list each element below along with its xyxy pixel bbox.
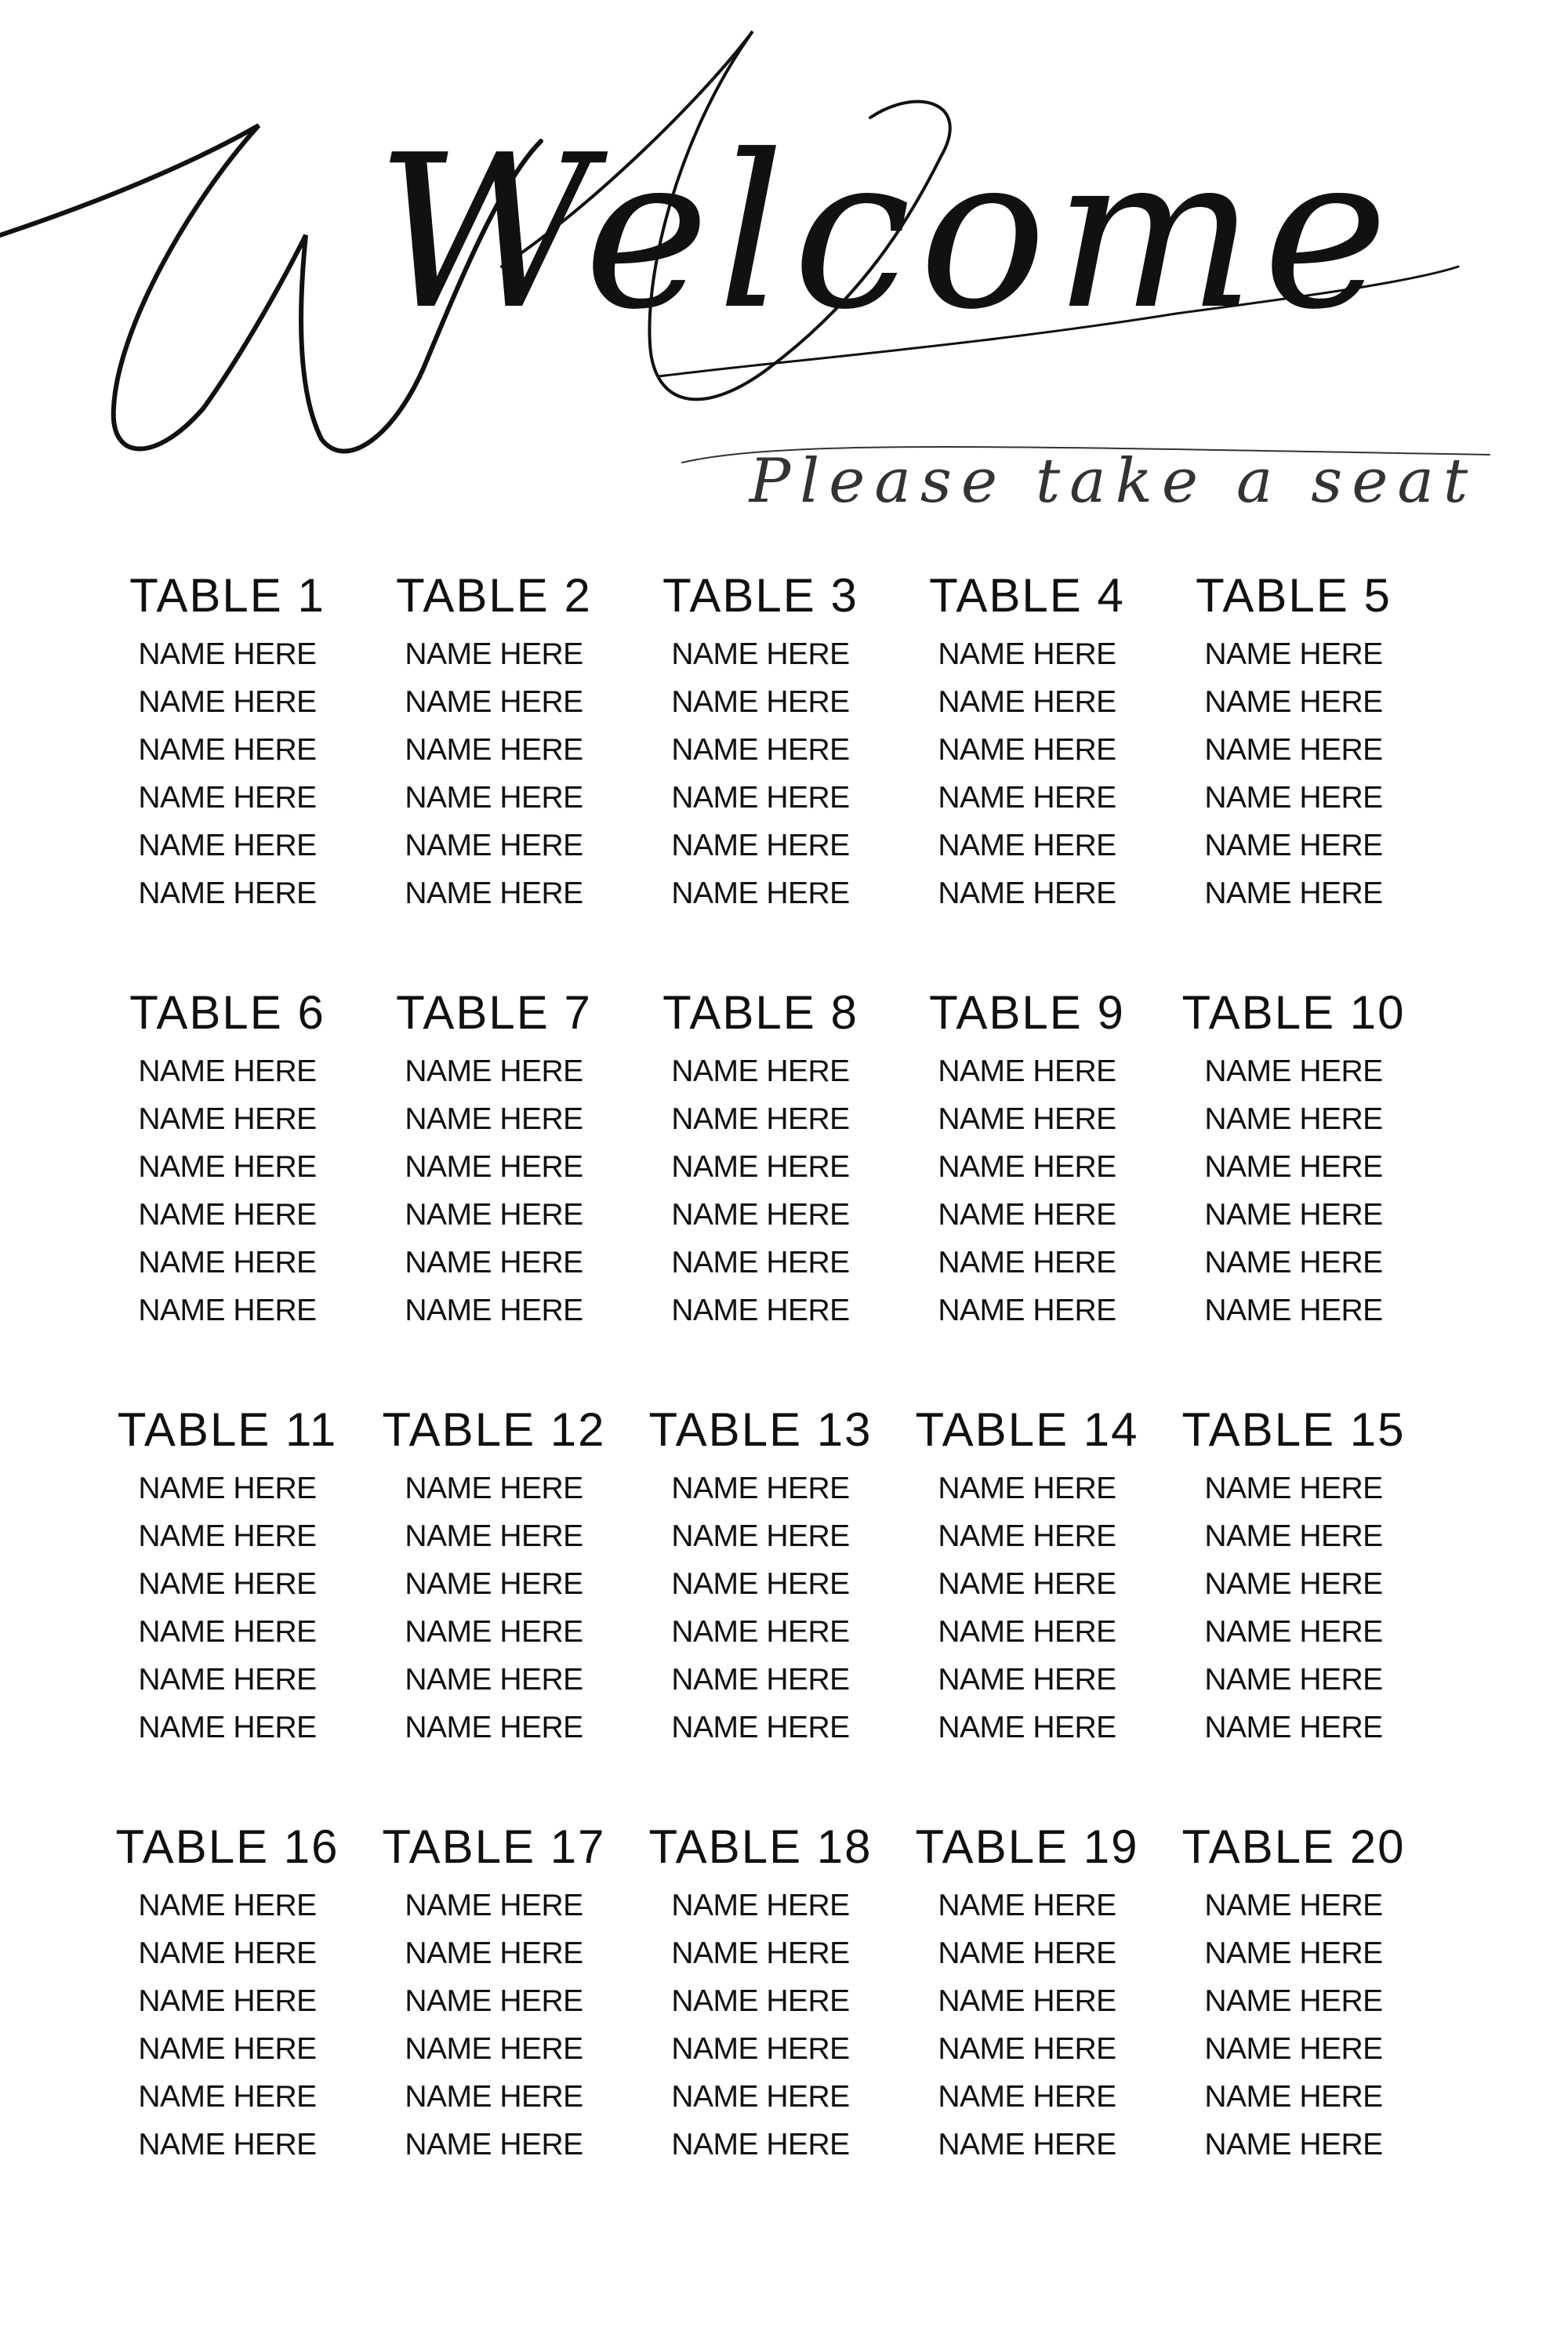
guest-name: NAME HERE: [1204, 1663, 1383, 1697]
guest-name: NAME HERE: [938, 1936, 1116, 1970]
guest-name: NAME HERE: [671, 1663, 850, 1697]
table-block: [361, 1399, 627, 1816]
guest-name: NAME HERE: [938, 2080, 1116, 2114]
guest-name: NAME HERE: [938, 2032, 1116, 2066]
table-block: [1160, 982, 1427, 1399]
guest-name: NAME HERE: [1204, 1472, 1383, 1505]
guest-name: NAME HERE: [938, 877, 1116, 910]
table-block: [627, 982, 894, 1399]
table-block: [94, 982, 361, 1399]
guest-name: NAME HERE: [405, 2080, 583, 2114]
guest-name: NAME HERE: [405, 1198, 583, 1232]
guest-name: NAME HERE: [138, 1519, 317, 1553]
table-block: [94, 564, 361, 982]
guest-name: NAME HERE: [405, 1102, 583, 1136]
table-heading: TABLE 5: [1196, 569, 1392, 622]
guest-name: NAME HERE: [938, 1711, 1116, 1744]
guest-name: NAME HERE: [405, 1984, 583, 2018]
guest-name: NAME HERE: [671, 1150, 850, 1184]
guest-name-list: [1160, 1047, 1427, 1334]
guest-name: NAME HERE: [671, 2128, 850, 2161]
guest-name: NAME HERE: [138, 2080, 317, 2114]
table-heading: TABLE 13: [648, 1403, 873, 1456]
guest-name: NAME HERE: [1204, 1567, 1383, 1601]
guest-name: NAME HERE: [405, 1150, 583, 1184]
guest-name: NAME HERE: [671, 637, 850, 671]
guest-name: NAME HERE: [1204, 733, 1383, 767]
table-heading: TABLE 10: [1181, 986, 1406, 1039]
guest-name: NAME HERE: [671, 877, 850, 910]
table-heading: TABLE 7: [396, 986, 592, 1039]
guest-name: NAME HERE: [671, 1294, 850, 1327]
guest-name: NAME HERE: [405, 1567, 583, 1601]
guest-name: NAME HERE: [138, 733, 317, 767]
guest-name-list: [894, 1465, 1160, 1751]
guest-name: NAME HERE: [138, 1102, 317, 1136]
guest-name: NAME HERE: [405, 1294, 583, 1327]
table-heading: TABLE 9: [929, 986, 1125, 1039]
guest-name: NAME HERE: [405, 1936, 583, 1970]
table-heading: TABLE 11: [117, 1403, 338, 1456]
guest-name: NAME HERE: [1204, 637, 1383, 671]
table-block: [627, 1816, 894, 2233]
guest-name-list: [627, 1465, 894, 1751]
guest-name: NAME HERE: [938, 829, 1116, 862]
guest-name: NAME HERE: [938, 1294, 1116, 1327]
guest-name: NAME HERE: [1204, 1198, 1383, 1232]
guest-name: NAME HERE: [405, 781, 583, 815]
guest-name-list: [94, 1047, 361, 1334]
guest-name: NAME HERE: [938, 637, 1116, 671]
guest-name: NAME HERE: [1204, 1984, 1383, 2018]
guest-name: NAME HERE: [671, 781, 850, 815]
guest-name: NAME HERE: [138, 1472, 317, 1505]
guest-name-list: [894, 1047, 1160, 1334]
guest-name: NAME HERE: [671, 1567, 850, 1601]
guest-name: NAME HERE: [938, 1054, 1116, 1088]
guest-name-list: [1160, 630, 1427, 917]
table-heading: TABLE 15: [1181, 1403, 1406, 1456]
guest-name: NAME HERE: [938, 1246, 1116, 1279]
guest-name: NAME HERE: [138, 1246, 317, 1279]
guest-name: NAME HERE: [1204, 877, 1383, 910]
guest-name: NAME HERE: [405, 877, 583, 910]
welcome-header: [0, 0, 1568, 564]
guest-name-list: [361, 630, 627, 917]
guest-name: NAME HERE: [938, 1198, 1116, 1232]
guest-name: NAME HERE: [138, 1054, 317, 1088]
guest-name: NAME HERE: [671, 1102, 850, 1136]
table-heading: TABLE 17: [382, 1820, 606, 1873]
guest-name: NAME HERE: [138, 1198, 317, 1232]
guest-name: NAME HERE: [138, 1294, 317, 1327]
guest-name: NAME HERE: [938, 1889, 1116, 1922]
guest-name: NAME HERE: [405, 2128, 583, 2161]
guest-name: NAME HERE: [671, 2080, 850, 2114]
guest-name: NAME HERE: [405, 1472, 583, 1505]
table-block: [894, 1399, 1160, 1816]
guest-name: NAME HERE: [938, 2128, 1116, 2161]
table-heading: TABLE 16: [115, 1820, 339, 1873]
guest-name: NAME HERE: [938, 1472, 1116, 1505]
guest-name: NAME HERE: [138, 685, 317, 719]
guest-name: NAME HERE: [1204, 781, 1383, 815]
guest-name: NAME HERE: [671, 733, 850, 767]
guest-name: NAME HERE: [138, 637, 317, 671]
guest-name: NAME HERE: [138, 1889, 317, 1922]
guest-name: NAME HERE: [671, 2032, 850, 2066]
table-heading: TABLE 20: [1181, 1820, 1406, 1873]
table-block: [361, 1816, 627, 2233]
guest-name: NAME HERE: [405, 1615, 583, 1649]
guest-name: NAME HERE: [1204, 1711, 1383, 1744]
guest-name: NAME HERE: [938, 781, 1116, 815]
table-heading: TABLE 6: [129, 986, 325, 1039]
guest-name-list: [894, 1882, 1160, 2169]
guest-name: NAME HERE: [1204, 2080, 1383, 2114]
guest-name-list: [1160, 1882, 1427, 2169]
guest-name: NAME HERE: [671, 1472, 850, 1505]
guest-name: NAME HERE: [671, 1246, 850, 1279]
guest-name: NAME HERE: [671, 1054, 850, 1088]
guest-name-list: [94, 630, 361, 917]
guest-name: NAME HERE: [138, 1663, 317, 1697]
guest-name: NAME HERE: [938, 1663, 1116, 1697]
guest-name: NAME HERE: [938, 733, 1116, 767]
guest-name: NAME HERE: [138, 2128, 317, 2161]
guest-name: NAME HERE: [1204, 1102, 1383, 1136]
guest-name: NAME HERE: [1204, 1246, 1383, 1279]
guest-name: NAME HERE: [138, 829, 317, 862]
guest-name: NAME HERE: [671, 1936, 850, 1970]
guest-name: NAME HERE: [138, 877, 317, 910]
guest-name: NAME HERE: [405, 733, 583, 767]
guest-name: NAME HERE: [938, 685, 1116, 719]
guest-name: NAME HERE: [1204, 1294, 1383, 1327]
guest-name: NAME HERE: [1204, 1936, 1383, 1970]
guest-name: NAME HERE: [938, 1567, 1116, 1601]
guest-name: NAME HERE: [405, 685, 583, 719]
guest-name-list: [894, 630, 1160, 917]
guest-name: NAME HERE: [938, 1102, 1116, 1136]
guest-name: NAME HERE: [138, 1711, 317, 1744]
table-heading: TABLE 14: [915, 1403, 1139, 1456]
guest-name: NAME HERE: [405, 2032, 583, 2066]
guest-name: NAME HERE: [1204, 1615, 1383, 1649]
guest-name: NAME HERE: [1204, 685, 1383, 719]
guest-name: NAME HERE: [671, 1711, 850, 1744]
guest-name: NAME HERE: [938, 1519, 1116, 1553]
guest-name: NAME HERE: [671, 1198, 850, 1232]
guest-name: NAME HERE: [405, 1054, 583, 1088]
guest-name-list: [1160, 1465, 1427, 1751]
guest-name: NAME HERE: [405, 1663, 583, 1697]
guest-name: NAME HERE: [671, 1519, 850, 1553]
table-block: [1160, 564, 1427, 982]
guest-name-list: [361, 1047, 627, 1334]
table-heading: TABLE 3: [662, 569, 858, 622]
guest-name: NAME HERE: [405, 1711, 583, 1744]
table-heading: TABLE 4: [929, 569, 1125, 622]
table-heading: TABLE 18: [648, 1820, 873, 1873]
table-heading: TABLE 12: [382, 1403, 606, 1456]
guest-name: NAME HERE: [671, 1889, 850, 1922]
guest-name: NAME HERE: [138, 1615, 317, 1649]
guest-name: NAME HERE: [671, 1615, 850, 1649]
guest-name: NAME HERE: [138, 1150, 317, 1184]
seating-chart: [94, 564, 1427, 2233]
guest-name: NAME HERE: [1204, 2128, 1383, 2161]
guest-name-list: [94, 1882, 361, 2169]
guest-name: NAME HERE: [1204, 2032, 1383, 2066]
guest-name: NAME HERE: [138, 1984, 317, 2018]
guest-name: NAME HERE: [138, 1936, 317, 1970]
guest-name: NAME HERE: [671, 685, 850, 719]
table-heading: TABLE 8: [662, 986, 858, 1039]
guest-name-list: [94, 1465, 361, 1751]
guest-name-list: [627, 1047, 894, 1334]
guest-name: NAME HERE: [138, 1567, 317, 1601]
guest-name: NAME HERE: [138, 2032, 317, 2066]
guest-name: NAME HERE: [938, 1150, 1116, 1184]
guest-name: NAME HERE: [405, 1519, 583, 1553]
guest-name-list: [627, 1882, 894, 2169]
table-block: [1160, 1399, 1427, 1816]
table-block: [94, 1399, 361, 1816]
guest-name: NAME HERE: [405, 1246, 583, 1279]
guest-name-list: [361, 1882, 627, 2169]
table-heading: TABLE 19: [915, 1820, 1139, 1873]
welcome-subtitle: Please take a seat: [749, 446, 1478, 517]
guest-name: NAME HERE: [671, 829, 850, 862]
table-block: [894, 1816, 1160, 2233]
guest-name: NAME HERE: [405, 829, 583, 862]
guest-name: NAME HERE: [1204, 829, 1383, 862]
guest-name: NAME HERE: [938, 1984, 1116, 2018]
table-block: [1160, 1816, 1427, 2233]
guest-name-list: [361, 1465, 627, 1751]
table-block: [361, 982, 627, 1399]
table-heading: TABLE 1: [129, 569, 325, 622]
guest-name: NAME HERE: [138, 781, 317, 815]
table-block: [627, 1399, 894, 1816]
table-block: [894, 982, 1160, 1399]
table-block: [627, 564, 894, 982]
guest-name: NAME HERE: [1204, 1150, 1383, 1184]
guest-name: NAME HERE: [671, 1984, 850, 2018]
guest-name: NAME HERE: [1204, 1519, 1383, 1553]
table-block: [361, 564, 627, 982]
guest-name: NAME HERE: [405, 637, 583, 671]
table-heading: TABLE 2: [396, 569, 592, 622]
guest-name: NAME HERE: [1204, 1054, 1383, 1088]
guest-name: NAME HERE: [1204, 1889, 1383, 1922]
guest-name-list: [627, 630, 894, 917]
welcome-title: Welcome: [376, 109, 1396, 356]
table-block: [894, 564, 1160, 982]
table-block: [94, 1816, 361, 2233]
guest-name: NAME HERE: [938, 1615, 1116, 1649]
guest-name: NAME HERE: [405, 1889, 583, 1922]
